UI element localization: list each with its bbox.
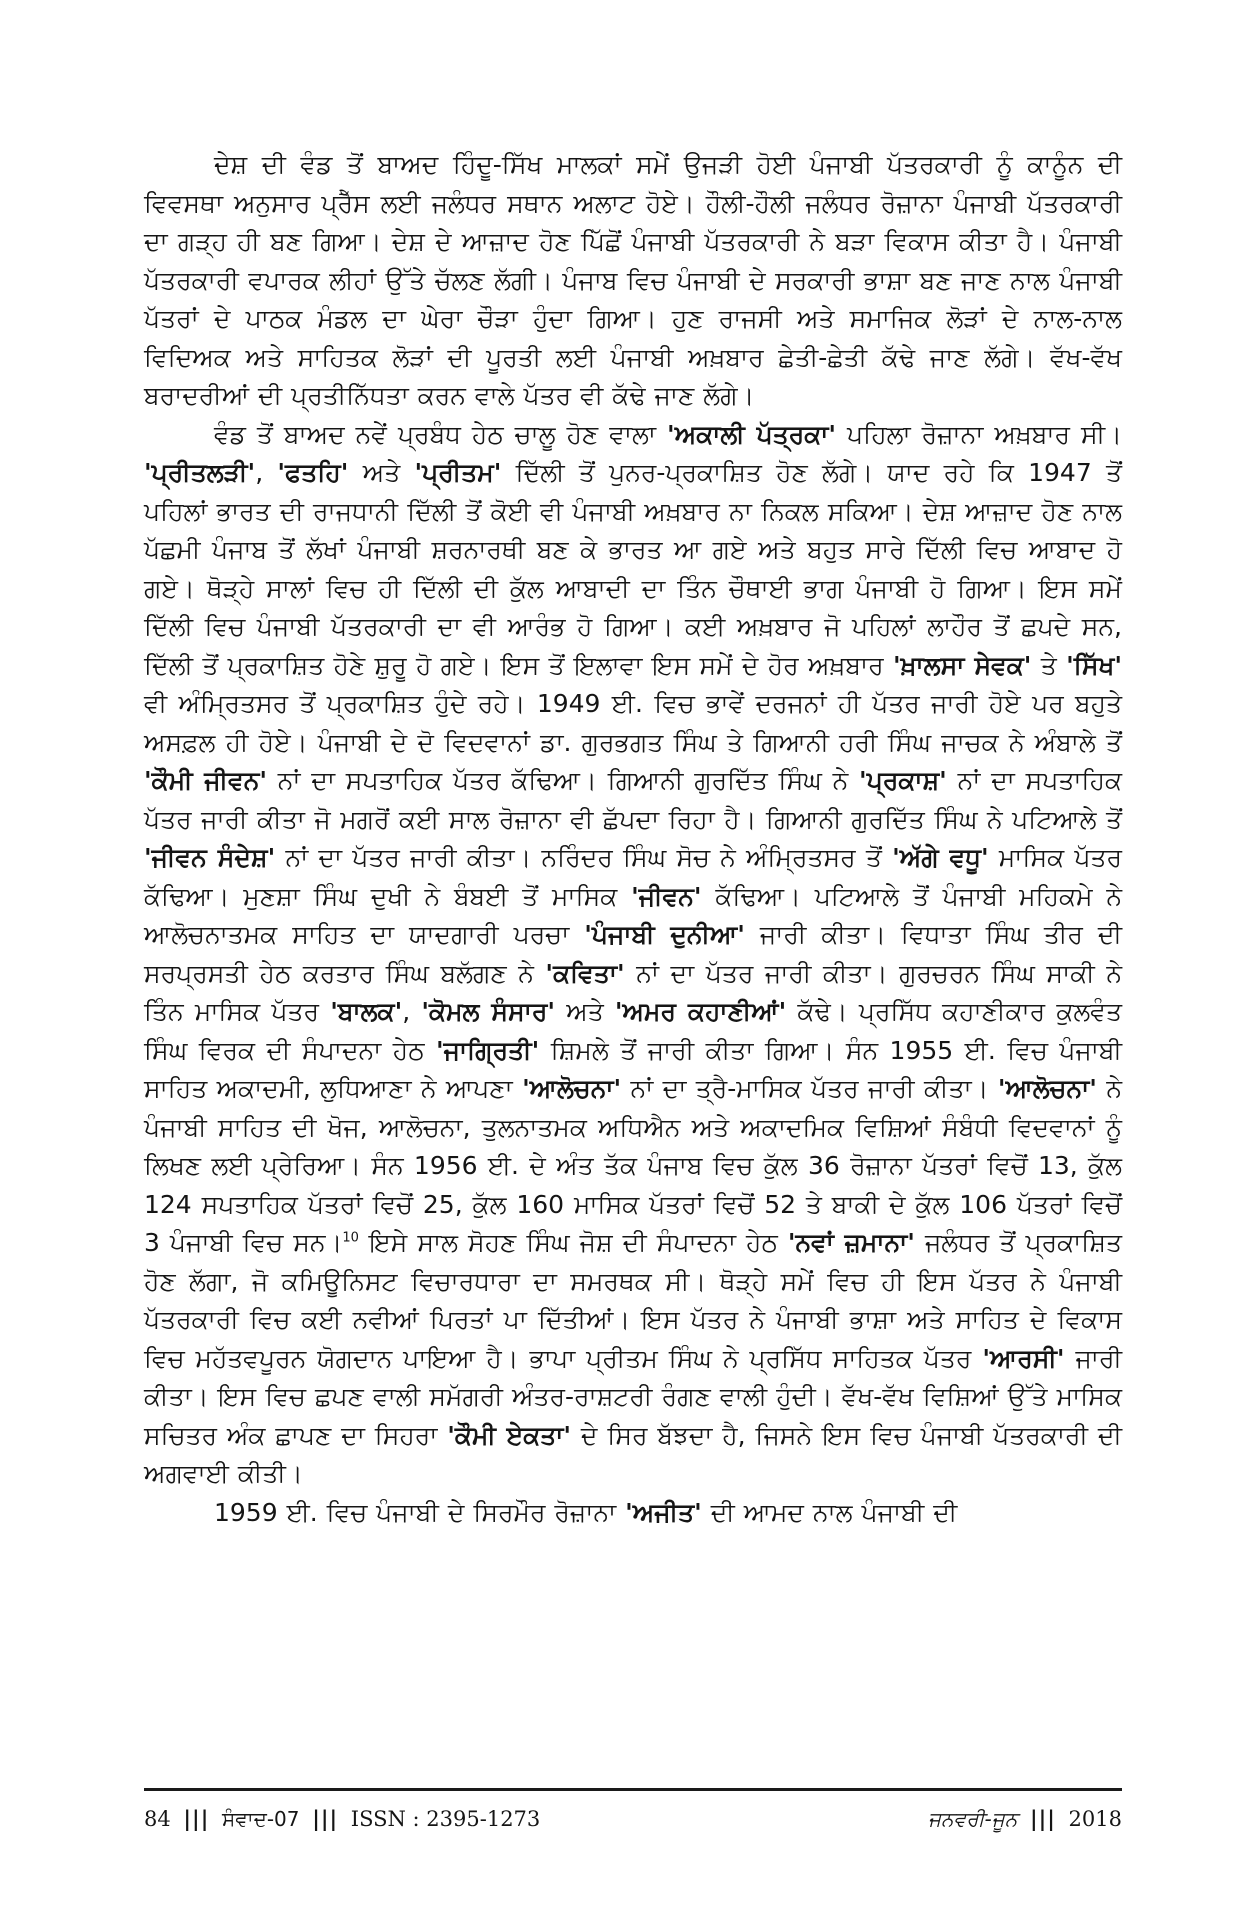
body-text: ਇਸੇ ਸਾਲ ਸੋਹਣ ਸਿੰਘ ਜੋਸ਼ ਦੀ ਸੰਪਾਦਨਾ ਹੇਠ bbox=[358, 1228, 788, 1257]
body-text: 1959 ਈ. ਵਿਚ ਪੰਜਾਬੀ ਦੇ ਸਿਰਮੌਰ ਰੋਜ਼ਾਨਾ bbox=[214, 1497, 626, 1527]
publication-title: 'ਪ੍ਰੀਤਮ' bbox=[414, 458, 502, 487]
footer-left bbox=[144, 1804, 540, 1834]
publication-title: 'ਜੀਵਨ' bbox=[631, 881, 702, 911]
publication-title: 'ਅਮਰ ਕਹਾਣੀਆਂ' bbox=[614, 997, 787, 1026]
paragraph-1 bbox=[144, 146, 1122, 416]
publication-title: 'ਜਾਗ੍ਰਿਤੀ' bbox=[435, 1035, 540, 1065]
paragraph-3 bbox=[144, 1494, 1122, 1533]
publication-title: 'ਆਰਸੀ' bbox=[982, 1343, 1065, 1373]
body-text: , bbox=[402, 997, 422, 1026]
publication-title: 'ਅਕਾਲੀ ਪੱਤ੍ਰਕਾ' bbox=[667, 419, 837, 449]
footer-separator: ||| bbox=[183, 1806, 210, 1831]
publication-title: 'ਆਲੋਚਨਾ' bbox=[997, 1074, 1097, 1103]
body-text: ਦੇ ਸਿਰ ਬੱਝਦਾ ਹੈ, ਜਿਸਨੇ ਇਸ ਵਿਚ ਪੰਜਾਬੀ ਪੱਤਰਕਾਰੀ ਦੀ ਅਗਵਾਈ ਕੀਤੀ। bbox=[144, 1420, 1122, 1488]
publication-title: 'ਪ੍ਰੀਤਲੜੀ' bbox=[144, 458, 256, 487]
publication-title: 'ਕਵਿਤਾ' bbox=[545, 958, 625, 988]
body-text: ਮਾਸਿਕ ਪੱਤਰ ਕੱਢਿਆ। ਮੁਣਸ਼ਾ ਸਿੰਘ ਦੁਖੀ ਨੇ ਬੰਬਈ ਤੋਂ ਮਾਸਿਕ bbox=[144, 843, 1123, 911]
page-footer bbox=[144, 1804, 1122, 1834]
publication-title: 'ਕੋਮਲ ਸੰਸਾਰ' bbox=[421, 997, 555, 1026]
paragraph-2 bbox=[144, 416, 1122, 1494]
publication-title: 'ਜੀਵਨ ਸੰਦੇਸ਼' bbox=[144, 843, 276, 872]
body-text: , bbox=[255, 458, 278, 487]
publication-title: 'ਫਤਹਿ' bbox=[277, 458, 349, 487]
body-text: ਵੀ ਅੰਮ੍ਰਿਤਸਰ ਤੋਂ ਪ੍ਰਕਾਸ਼ਿਤ ਹੁੰਦੇ ਰਹੇ। 1949 ਈ. ਵਿਚ ਭਾਵੇਂ ਦਰਜਨਾਂ ਹੀ ਪੱਤਰ ਜਾਰੀ ਹੋਏ ਪਰ ਬਹੁਤੇ ਅਸਫ਼ਲ ਹੀ ਹੋਏ। ਪੰਜਾਬੀ ਦੇ ਦੋ ਵਿਦਵਾਨਾਂ ਡਾ. ਗੁਰਭਗਤ ਸਿੰਘ ਤੇ ਗਿਆਨੀ ਹਰੀ ਸਿੰਘ ਜਾਚਕ ਨੇ ਅੰਬਾਲੇ ਤੋਂ bbox=[144, 689, 1122, 757]
publication-title: 'ਪੰਜਾਬੀ ਦੁਨੀਆ' bbox=[584, 920, 745, 949]
body-text: ਸ਼ਿਮਲੇ ਤੋਂ ਜਾਰੀ ਕੀਤਾ ਗਿਆ। ਸੰਨ 1955 ਈ. ਵਿਚ ਪੰਜਾਬੀ ਸਾਹਿਤ ਅਕਾਦਮੀ, ਲੁਧਿਆਣਾ ਨੇ ਆਪਣਾ bbox=[144, 1035, 1122, 1103]
issn-number: ISSN : 2395-1273 bbox=[350, 1807, 541, 1831]
body-text: ਨਾਂ ਦਾ ਸਪਤਾਹਿਕ ਪੱਤਰ ਕੱਢਿਆ। ਗਿਆਨੀ ਗੁਰਦਿੱਤ ਸਿੰਘ ਨੇ bbox=[267, 766, 860, 795]
body-text: ਨਾਂ ਦਾ ਤ੍ਰੈ-ਮਾਸਿਕ ਪੱਤਰ ਜਾਰੀ ਕੀਤਾ। bbox=[621, 1074, 998, 1103]
body-text: ਵੰਡ ਤੋਂ ਬਾਅਦ ਨਵੇਂ ਪ੍ਰਬੰਧ ਹੇਠ ਚਾਲੂ ਹੋਣ ਵਾਲਾ bbox=[214, 419, 668, 449]
body-text: ਦੇਸ਼ ਦੀ ਵੰਡ ਤੋਂ ਬਾਅਦ ਹਿੰਦੂ-ਸਿੱਖ ਮਾਲਕਾਂ ਸਮੇਂ ਉਜੜੀ ਹੋਈ ਪੰਜਾਬੀ ਪੱਤਰਕਾਰੀ ਨੂੰ ਕਾਨੂੰਨ ਦੀ ਵਿਵਸਥਾ ਅਨੁਸਾਰ ਪ੍ਰੈੱਸ ਲਈ ਜਲੰਧਰ ਸਥਾਨ ਅਲਾਟ ਹੋਏ। ਹੌਲੀ-ਹੌਲੀ ਜਲੰਧਰ ਰੋਜ਼ਾਨਾ ਪੰਜਾਬੀ ਪੱਤਰਕਾਰੀ ਦਾ ਗੜ੍ਹ ਹੀ ਬਣ ਗਿਆ। ਦੇਸ਼ ਦੇ ਆਜ਼ਾਦ ਹੋਣ ਪਿੱਛੋਂ ਪੰਜਾਬੀ ਪੱਤਰਕਾਰੀ ਨੇ ਬੜਾ ਵਿਕਾਸ ਕੀਤਾ ਹੈ। ਪੰਜਾਬੀ ਪੱਤਰਕਾਰੀ ਵਪਾਰਕ ਲੀਹਾਂ ਉੱਤੇ ਚੱਲਣ ਲੱਗੀ। ਪੰਜਾਬ ਵਿਚ ਪੰਜਾਬੀ ਦੇ ਸਰਕਾਰੀ ਭਾਸ਼ਾ ਬਣ ਜਾਣ ਨਾਲ ਪੰਜਾਬੀ ਪੱਤਰਾਂ ਦੇ ਪਾਠਕ ਮੰਡਲ ਦਾ ਘੇਰਾ ਚੌੜਾ ਹੁੰਦਾ ਗਿਆ। ਹੁਣ ਰਾਜਸੀ ਅਤੇ ਸਮਾਜਿਕ ਲੋੜਾਂ ਦੇ ਨਾਲ-ਨਾਲ ਵਿਦਿਅਕ ਅਤੇ ਸਾਹਿਤਕ ਲੋੜਾਂ ਦੀ ਪੂਰਤੀ ਲਈ ਪੰਜਾਬੀ ਅਖ਼ਬਾਰ ਛੇਤੀ-ਛੇਤੀ ਕੱਢੇ ਜਾਣ ਲੱਗੇ। ਵੱਖ-ਵੱਖ ਬਰਾਦਰੀਆਂ ਦੀ ਪ੍ਰਤੀਨਿੱਧਤਾ ਕਰਨ ਵਾਲੇ ਪੱਤਰ ਵੀ ਕੱਢੇ ਜਾਣ ਲੱਗੇ। bbox=[144, 150, 1122, 410]
body-text: ਕੱਢਿਆ। ਪਟਿਆਲੇ ਤੋਂ ਪੰਜਾਬੀ ਮਹਿਕਮੇ ਨੇ ਆਲੋਚਨਾਤਮਕ ਸਾਹਿਤ ਦਾ ਯਾਦਗਾਰੀ ਪਰਚਾ bbox=[144, 881, 1122, 949]
body-text: ਨਾਂ ਦਾ ਪੱਤਰ ਜਾਰੀ ਕੀਤਾ। ਨਰਿੰਦਰ ਸਿੰਘ ਸੋਚ ਨੇ ਅੰਮ੍ਰਿਤਸਰ ਤੋਂ bbox=[275, 843, 893, 872]
body-text: ਜਾਰੀ ਕੀਤਾ। ਇਸ ਵਿਚ ਛਪਣ ਵਾਲੀ ਸਮੱਗਰੀ ਅੰਤਰ-ਰਾਸ਼ਟਰੀ ਰੰਗਣ ਵਾਲੀ ਹੁੰਦੀ। ਵੱਖ-ਵੱਖ ਵਿਸ਼ਿਆਂ ਉੱਤੇ ਮਾਸਿਕ ਸਚਿਤਰ ਅੰਕ ਛਾਪਣ ਦਾ ਸਿਹਰਾ bbox=[144, 1343, 1122, 1450]
publication-title: 'ਬਾਲਕ' bbox=[330, 997, 403, 1026]
publication-title: 'ਅੱਗੇ ਵਧੂ' bbox=[892, 843, 989, 872]
publication-title: 'ਕੌਮੀ ਏਕਤਾ' bbox=[447, 1420, 572, 1450]
body-text: ਨੇ ਪੰਜਾਬੀ ਸਾਹਿਤ ਦੀ ਖੋਜ, ਆਲੋਚਨਾ, ਤੁਲਨਾਤਮਕ ਅਧਿਐਨ ਅਤੇ ਅਕਾਦਮਿਕ ਵਿਸ਼ਿਆਂ ਸੰਬੰਧੀ ਵਿਦਵਾਨਾਂ ਨੂੰ ਲਿਖਣ ਲਈ ਪ੍ਰੇਰਿਆ। ਸੰਨ 1956 ਈ. ਦੇ ਅੰਤ ਤੱਕ ਪੰਜਾਬ ਵਿਚ ਕੁੱਲ 36 ਰੋਜ਼ਾਨਾ ਪੱਤਰਾਂ ਵਿਚੋਂ 13, ਕੁੱਲ 124 ਸਪਤਾਹਿਕ ਪੱਤਰਾਂ ਵਿਚੋਂ 25, ਕੁੱਲ 160 ਮਾਸਿਕ ਪੱਤਰਾਂ ਵਿਚੋਂ 52 ਤੇ ਬਾਕੀ ਦੇ ਕੁੱਲ 106 ਪੱਤਰਾਂ ਵਿਚੋਂ 3 ਪੰਜਾਬੀ ਵਿਚ ਸਨ। bbox=[144, 1074, 1122, 1257]
publication-title: 'ਆਲੋਚਨਾ' bbox=[522, 1074, 622, 1103]
body-text: ਦੀ ਆਮਦ ਨਾਲ ਪੰਜਾਬੀ ਦੀ bbox=[701, 1497, 958, 1527]
body-text: ਅਤੇ bbox=[555, 997, 615, 1026]
body-text: ਨਾਂ ਦਾ ਸਪਤਾਹਿਕ ਪੱਤਰ ਜਾਰੀ ਕੀਤਾ ਜੋ ਮਗਰੋਂ ਕਈ ਸਾਲ ਰੋਜ਼ਾਨਾ ਵੀ ਛੱਪਦਾ ਰਿਹਾ ਹੈ। ਗਿਆਨੀ ਗੁਰਦਿੱਤ ਸਿੰਘ ਨੇ ਪਟਿਆਲੇ ਤੋਂ bbox=[144, 766, 1122, 834]
publication-title: 'ਖ਼ਾਲਸਾ ਸੇਵਕ' bbox=[892, 650, 1032, 680]
publication-title: 'ਪ੍ਰਕਾਸ਼' bbox=[859, 766, 947, 795]
publication-title: 'ਅਜੀਤ' bbox=[625, 1497, 702, 1527]
page-number: 84 bbox=[144, 1807, 171, 1831]
body-text: ਕੱਢੇ। ਪ੍ਰਸਿੱਧ ਕਹਾਣੀਕਾਰ ਕੁਲਵੰਤ ਸਿੰਘ ਵਿਰਕ ਦੀ ਸੰਪਾਦਨਾ ਹੇਠ bbox=[144, 997, 1122, 1065]
article-body bbox=[144, 146, 1122, 1532]
footer-separator: ||| bbox=[1029, 1806, 1056, 1831]
body-text: ਤੇ bbox=[1031, 650, 1067, 680]
body-text: ਜਾਰੀ ਕੀਤਾ। ਵਿਧਾਤਾ ਸਿੰਘ ਤੀਰ ਦੀ ਸਰਪ੍ਰਸਤੀ ਹੇਠ ਕਰਤਾਰ ਸਿੰਘ ਬਲੱਗਣ ਨੇ bbox=[144, 920, 1122, 988]
body-text: ਨਾਂ ਦਾ ਪੱਤਰ ਜਾਰੀ ਕੀਤਾ। ਗੁਰਚਰਨ ਸਿੰਘ ਸਾਕੀ ਨੇ ਤਿੰਨ ਮਾਸਿਕ ਪੱਤਰ bbox=[144, 958, 1122, 1026]
footer-separator: ||| bbox=[312, 1806, 339, 1831]
body-text: ਜਲੰਧਰ ਤੋਂ ਪ੍ਰਕਾਸ਼ਿਤ ਹੋਣ ਲੱਗਾ, ਜੋ ਕਮਿਊਨਿਸਟ ਵਿਚਾਰਧਾਰਾ ਦਾ ਸਮਰਥਕ ਸੀ। ਥੋੜ੍ਹੇ ਸਮੇਂ ਵਿਚ ਹੀ ਇਸ ਪੱਤਰ ਨੇ ਪੰਜਾਬੀ ਪੱਤਰਕਾਰੀ ਵਿਚ ਕਈ ਨਵੀਆਂ ਪਿਰਤਾਂ ਪਾ ਦਿੱਤੀਆਂ। ਇਸ ਪੱਤਰ ਨੇ ਪੰਜਾਬੀ ਭਾਸ਼ਾ ਅਤੇ ਸਾਹਿਤ ਦੇ ਵਿਕਾਸ ਵਿਚ ਮਹੱਤਵਪੂਰਨ ਯੋਗਦਾਨ ਪਾਇਆ ਹੈ। ਭਾਪਾ ਪ੍ਰੀਤਮ ਸਿੰਘ ਨੇ ਪ੍ਰਸਿੱਧ ਸਾਹਿਤਕ ਪੱਤਰ bbox=[144, 1228, 1122, 1373]
publication-title: 'ਕੌਮੀ ਜੀਵਨ' bbox=[144, 766, 268, 795]
publication-title: 'ਨਵਾਂ ਜ਼ਮਾਨਾ' bbox=[787, 1228, 915, 1257]
publication-title: 'ਸਿੱਖ' bbox=[1066, 650, 1122, 680]
issue-period: ਜਨਵਰੀ-ਜੂਨ bbox=[927, 1807, 1018, 1831]
body-text: ਦਿੱਲੀ ਤੋਂ ਪੁਨਰ-ਪ੍ਰਕਾਸ਼ਿਤ ਹੋਣ ਲੱਗੇ। ਯਾਦ ਰਹੇ ਕਿ 1947 ਤੋਂ ਪਹਿਲਾਂ ਭਾਰਤ ਦੀ ਰਾਜਧਾਨੀ ਦਿੱਲੀ ਤੋਂ ਕੋਈ ਵੀ ਪੰਜਾਬੀ ਅਖ਼ਬਾਰ ਨਾ ਨਿਕਲ ਸਕਿਆ। ਦੇਸ਼ ਆਜ਼ਾਦ ਹੋਣ ਨਾਲ ਪੱਛਮੀ ਪੰਜਾਬ ਤੋਂ ਲੱਖਾਂ ਪੰਜਾਬੀ ਸ਼ਰਨਾਰਥੀ ਬਣ ਕੇ ਭਾਰਤ ਆ ਗਏ ਅਤੇ ਬਹੁਤ ਸਾਰੇ ਦਿੱਲੀ ਵਿਚ ਆਬਾਦ ਹੋ ਗਏ। ਥੋੜ੍ਹੇ ਸਾਲਾਂ ਵਿਚ ਹੀ ਦਿੱਲੀ ਦੀ ਕੁੱਲ ਆਬਾਦੀ ਦਾ ਤਿੰਨ ਚੌਥਾਈ ਭਾਗ ਪੰਜਾਬੀ ਹੋ ਗਿਆ। ਇਸ ਸਮੇਂ ਦਿੱਲੀ ਵਿਚ ਪੰਜਾਬੀ ਪੱਤਰਕਾਰੀ ਦਾ ਵੀ ਆਰੰਭ ਹੋ ਗਿਆ। ਕਈ ਅਖ਼ਬਾਰ ਜੋ ਪਹਿਲਾਂ ਲਾਹੌਰ ਤੋਂ ਛਪਦੇ ਸਨ, ਦਿੱਲੀ ਤੋਂ ਪ੍ਰਕਾਸ਼ਿਤ ਹੋਣੇ ਸ਼ੁਰੂ ਹੋ ਗਏ। ਇਸ ਤੋਂ ਇਲਾਵਾ ਇਸ ਸਮੇਂ ਦੇ ਹੋਰ ਅਖ਼ਬਾਰ bbox=[144, 458, 1122, 680]
footer-right bbox=[928, 1804, 1122, 1834]
body-text: ਪਹਿਲਾ ਰੋਜ਼ਾਨਾ ਅਖ਼ਬਾਰ ਸੀ। bbox=[836, 419, 1123, 449]
journal-name: ਸੰਵਾਦ-07 bbox=[222, 1807, 300, 1831]
footer-divider bbox=[144, 1788, 1122, 1791]
footnote-reference: 10 bbox=[342, 1230, 359, 1246]
issue-year: 2018 bbox=[1068, 1807, 1122, 1831]
body-text: ਅਤੇ bbox=[348, 458, 415, 487]
